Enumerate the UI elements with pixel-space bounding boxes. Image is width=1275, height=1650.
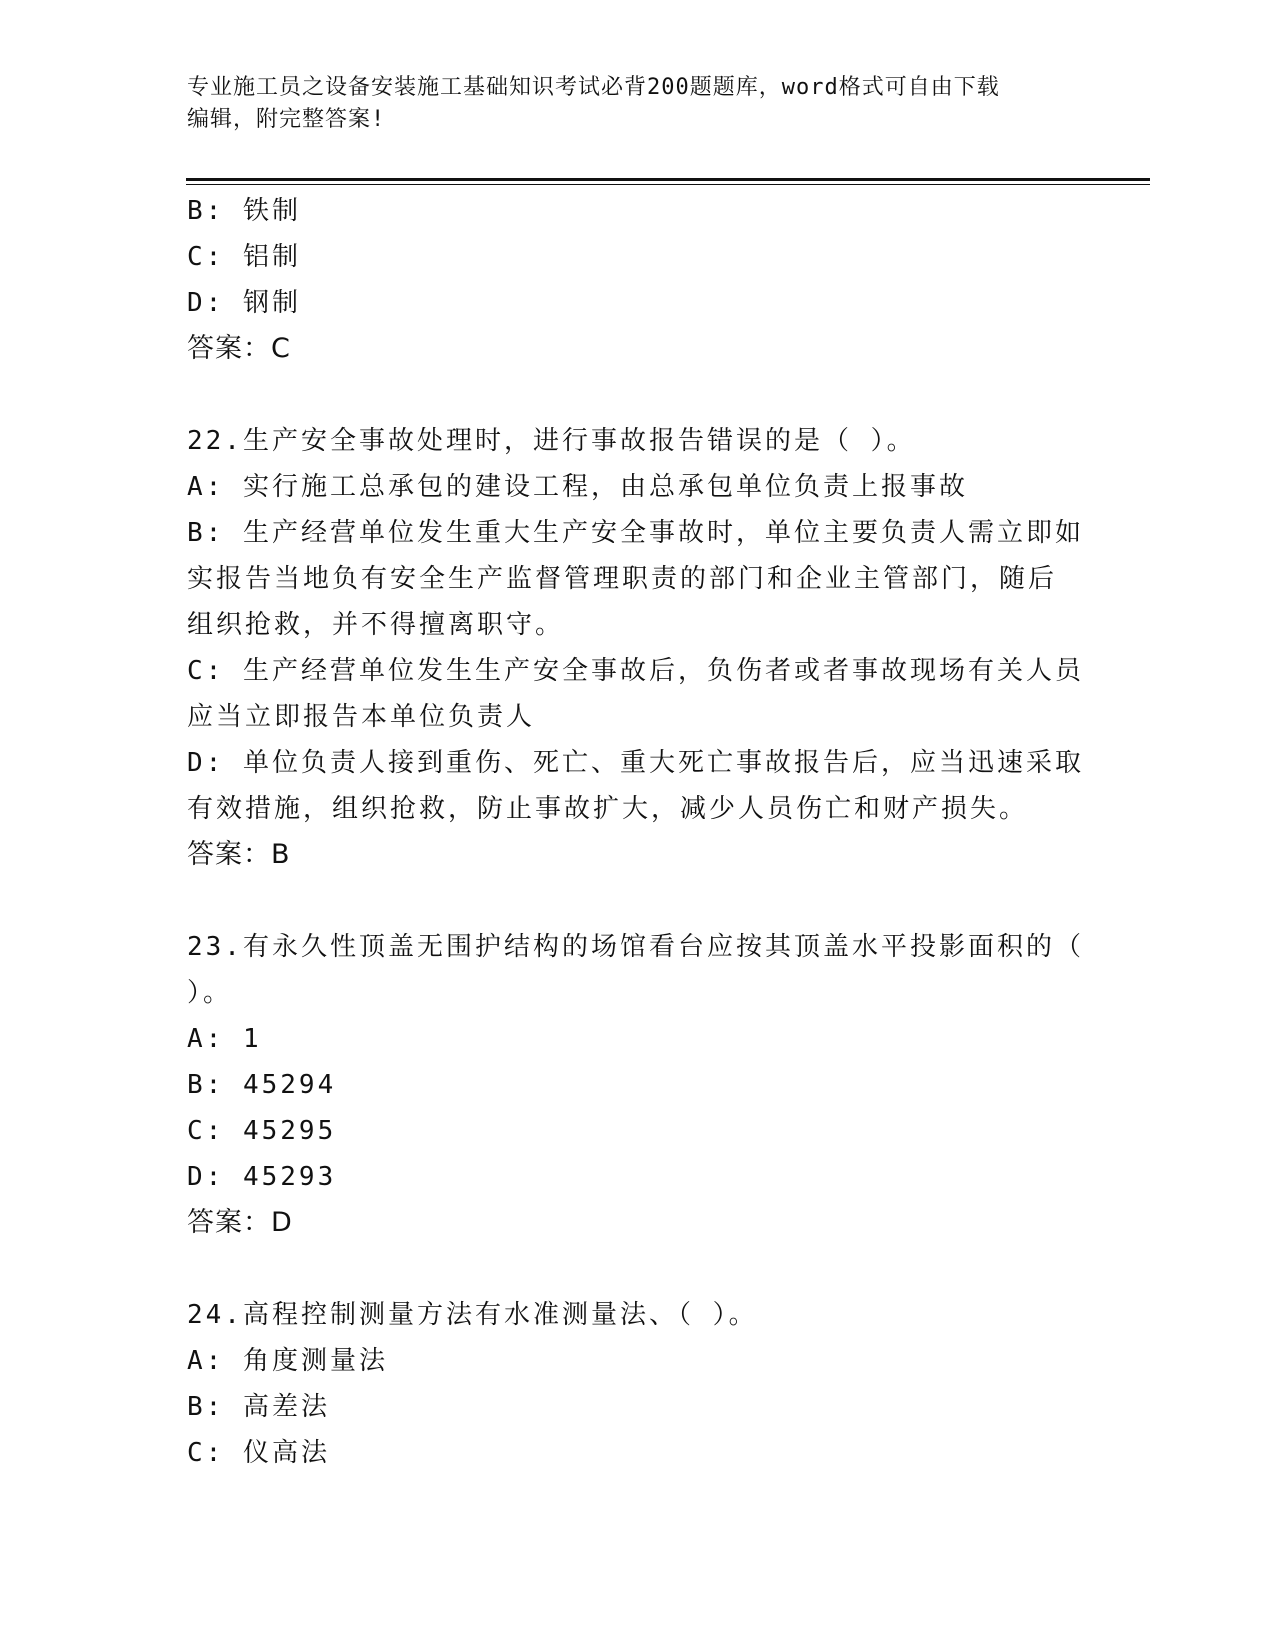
q24-option-a: A: 角度测量法: [187, 1346, 388, 1376]
q23-stem-line-2: ）。: [187, 978, 233, 1008]
question-21-tail: [187, 188, 1087, 372]
q22-option-c-line-2: 应当立即报告本单位负责人: [187, 702, 536, 732]
question-23: [187, 924, 1087, 1246]
q24-option-c: C: 仪高法: [187, 1438, 330, 1468]
spacer: [187, 878, 1087, 924]
q23-option-b: B: 45294: [187, 1070, 337, 1100]
q23-answer: 答案：D: [187, 1207, 293, 1238]
q22-option-b-line-2: 实报告当地负有安全生产监督管理职责的部门和企业主管部门，随后: [187, 564, 1058, 594]
q23-option-a: A: 1: [187, 1024, 262, 1054]
q21-option-b: B: 铁制: [187, 196, 301, 226]
spacer: [187, 1246, 1087, 1292]
q22-option-b-line-3: 组织抢救，并不得擅离职守。: [187, 610, 565, 640]
header-title-line-2: 编辑，附完整答案!: [187, 107, 386, 132]
question-22: [187, 418, 1087, 878]
q23-option-c: C: 45295: [187, 1116, 337, 1146]
q23-stem-line-1: 23.有永久性顶盖无围护结构的场馆看台应按其顶盖水平投影面积的（: [187, 932, 1084, 962]
header-title-line-1: 专业施工员之设备安装施工基础知识考试必背200题题库，word格式可自由下载: [187, 75, 1000, 100]
q21-answer: 答案：C: [187, 333, 291, 364]
q23-option-d: D: 45293: [187, 1162, 337, 1192]
q22-option-d-line-1: D: 单位负责人接到重伤、死亡、重大死亡事故报告后，应当迅速采取: [187, 748, 1084, 778]
q21-option-c: C: 铝制: [187, 242, 301, 272]
q21-option-d: D: 钢制: [187, 288, 301, 318]
q22-option-b-line-1: B: 生产经营单位发生重大生产安全事故时，单位主要负责人需立即如: [187, 518, 1084, 548]
header-divider-thick: [186, 178, 1150, 181]
question-24: [187, 1292, 1087, 1476]
document-header: [187, 72, 1087, 136]
q24-stem: 24.高程控制测量方法有水准测量法、（ ）。: [187, 1300, 758, 1330]
q24-option-b: B: 高差法: [187, 1392, 330, 1422]
q22-option-a: A: 实行施工总承包的建设工程，由总承包单位负责上报事故: [187, 472, 968, 502]
q22-answer: 答案：B: [187, 839, 291, 870]
q22-stem: 22.生产安全事故处理时，进行事故报告错误的是（ ）。: [187, 426, 916, 456]
q22-option-d-line-2: 有效措施，组织抢救，防止事故扩大，减少人员伤亡和财产损失。: [187, 794, 1029, 824]
spacer: [187, 372, 1087, 418]
question-list: [187, 188, 1087, 1476]
header-divider-thin: [186, 184, 1150, 185]
q22-option-c-line-1: C: 生产经营单位发生生产安全事故后，负伤者或者事故现场有关人员: [187, 656, 1084, 686]
